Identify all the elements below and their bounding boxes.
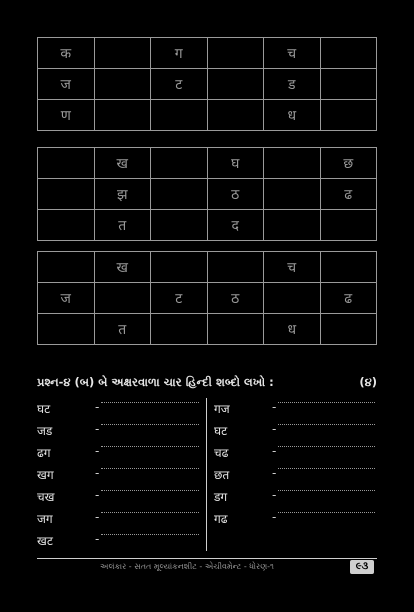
- grid-cell: ट: [151, 283, 208, 314]
- grid-cell: त: [94, 314, 151, 345]
- word-label: जग: [37, 512, 53, 526]
- grid-cell: [151, 148, 208, 179]
- grid-row: [38, 38, 377, 69]
- grid-cell: ढ: [320, 179, 377, 210]
- word-label: घट: [37, 402, 51, 416]
- grid-cell: ठ: [207, 283, 264, 314]
- letter-grid-3: [37, 251, 377, 345]
- grid-cell: [38, 179, 95, 210]
- grid-cell: [264, 210, 321, 241]
- word-dash: -: [272, 400, 277, 414]
- grid-cell: [264, 283, 321, 314]
- word-row: [37, 444, 203, 466]
- grid-cell: [320, 38, 377, 69]
- word-dash: -: [95, 466, 100, 480]
- word-row: [214, 466, 377, 488]
- word-label: जड: [37, 424, 53, 438]
- column-divider: [206, 398, 207, 551]
- letter-grid-1: [37, 37, 377, 131]
- grid-cell: [38, 314, 95, 345]
- word-label: खग: [37, 468, 54, 482]
- grid-cell: [38, 148, 95, 179]
- word-row: [214, 422, 377, 444]
- letter-grid-2: [37, 147, 377, 241]
- grid-cell: [320, 252, 377, 283]
- word-row: [37, 422, 203, 444]
- page-number: ૯૩: [350, 560, 374, 574]
- word-row: [37, 532, 203, 554]
- grid-cell: [207, 69, 264, 100]
- answer-line[interactable]: [278, 402, 375, 403]
- grid-cell: ग: [151, 38, 208, 69]
- grid-cell: [320, 100, 377, 131]
- grid-row: [38, 148, 377, 179]
- grid-cell: ढ: [320, 283, 377, 314]
- word-list-right: [214, 400, 377, 532]
- word-dash: -: [272, 422, 277, 436]
- grid-cell: द: [207, 210, 264, 241]
- word-label: छत: [214, 468, 230, 482]
- grid-cell: घ: [207, 148, 264, 179]
- word-label: घट: [214, 424, 228, 438]
- word-dash: -: [95, 532, 100, 546]
- grid-row: [38, 179, 377, 210]
- answer-line[interactable]: [101, 534, 199, 535]
- word-dash: -: [95, 488, 100, 502]
- answer-line[interactable]: [278, 490, 375, 491]
- word-row: [214, 488, 377, 510]
- grid-cell: [207, 252, 264, 283]
- grid-cell: [207, 314, 264, 345]
- grid-cell: ख: [94, 252, 151, 283]
- grid-cell: [151, 100, 208, 131]
- answer-line[interactable]: [101, 446, 199, 447]
- grid-cell: ज: [38, 69, 95, 100]
- grid-row: [38, 283, 377, 314]
- word-dash: -: [272, 510, 277, 524]
- grid-row: [38, 210, 377, 241]
- question-heading: [37, 375, 377, 390]
- grid-cell: ख: [94, 148, 151, 179]
- grid-cell: [151, 179, 208, 210]
- grid-cell: [207, 38, 264, 69]
- grid-row: [38, 100, 377, 131]
- grid-row: [38, 314, 377, 345]
- word-label: डग: [214, 490, 228, 504]
- grid-cell: [151, 210, 208, 241]
- answer-line[interactable]: [101, 468, 199, 469]
- grid-cell: [94, 69, 151, 100]
- grid-cell: च: [264, 38, 321, 69]
- grid-cell: [38, 252, 95, 283]
- answer-line[interactable]: [101, 512, 199, 513]
- word-label: चढ: [214, 446, 229, 460]
- grid-cell: [151, 314, 208, 345]
- grid-cell: [94, 38, 151, 69]
- grid-cell: [151, 252, 208, 283]
- grid-cell: ट: [151, 69, 208, 100]
- word-dash: -: [95, 444, 100, 458]
- grid-cell: क: [38, 38, 95, 69]
- grid-cell: च: [264, 252, 321, 283]
- grid-cell: ध: [264, 100, 321, 131]
- answer-line[interactable]: [278, 512, 375, 513]
- grid-cell: ण: [38, 100, 95, 131]
- grid-cell: [264, 179, 321, 210]
- word-dash: -: [272, 488, 277, 502]
- grid-cell: [38, 210, 95, 241]
- word-label: गढ: [214, 512, 228, 526]
- grid-cell: छ: [320, 148, 377, 179]
- answer-line[interactable]: [101, 490, 199, 491]
- grid-cell: [94, 100, 151, 131]
- answer-line[interactable]: [101, 424, 199, 425]
- word-row: [214, 444, 377, 466]
- grid-cell: [320, 69, 377, 100]
- grid-cell: [207, 100, 264, 131]
- word-label: ढग: [37, 446, 51, 460]
- grid-cell: [94, 283, 151, 314]
- word-dash: -: [272, 444, 277, 458]
- answer-line[interactable]: [278, 424, 375, 425]
- grid-cell: ध: [264, 314, 321, 345]
- grid-cell: ठ: [207, 179, 264, 210]
- word-label: खट: [37, 534, 53, 548]
- word-label: गज: [214, 402, 230, 416]
- grid-cell: झ: [94, 179, 151, 210]
- footer-rule: [37, 558, 377, 559]
- grid-cell: ज: [38, 283, 95, 314]
- grid-row: [38, 252, 377, 283]
- word-row: [37, 466, 203, 488]
- grid-cell: [264, 148, 321, 179]
- answer-line[interactable]: [278, 468, 375, 469]
- word-row: [37, 400, 203, 422]
- word-dash: -: [95, 422, 100, 436]
- word-dash: -: [272, 466, 277, 480]
- word-row: [214, 400, 377, 422]
- word-dash: -: [95, 510, 100, 524]
- grid-cell: [320, 210, 377, 241]
- word-row: [214, 510, 377, 532]
- grid-cell: त: [94, 210, 151, 241]
- word-list-left: [37, 400, 203, 554]
- answer-line[interactable]: [101, 402, 199, 403]
- answer-line[interactable]: [278, 446, 375, 447]
- grid-row: [38, 69, 377, 100]
- footer-text: અલંકાર - સતત મૂલ્યાંકનશીટ - એચીવમેન્ટ - ધોરણ-૧: [100, 562, 274, 571]
- word-row: [37, 488, 203, 510]
- word-label: चख: [37, 490, 55, 504]
- word-row: [37, 510, 203, 532]
- grid-cell: [320, 314, 377, 345]
- question-title: પ્રશ્ન-૪ (બ) બે અક્ષરવાળા ચાર હિન્દી શબ્દો લખો :: [37, 375, 274, 389]
- question-marks: (૪): [359, 375, 377, 389]
- grid-cell: ड: [264, 69, 321, 100]
- word-dash: -: [95, 400, 100, 414]
